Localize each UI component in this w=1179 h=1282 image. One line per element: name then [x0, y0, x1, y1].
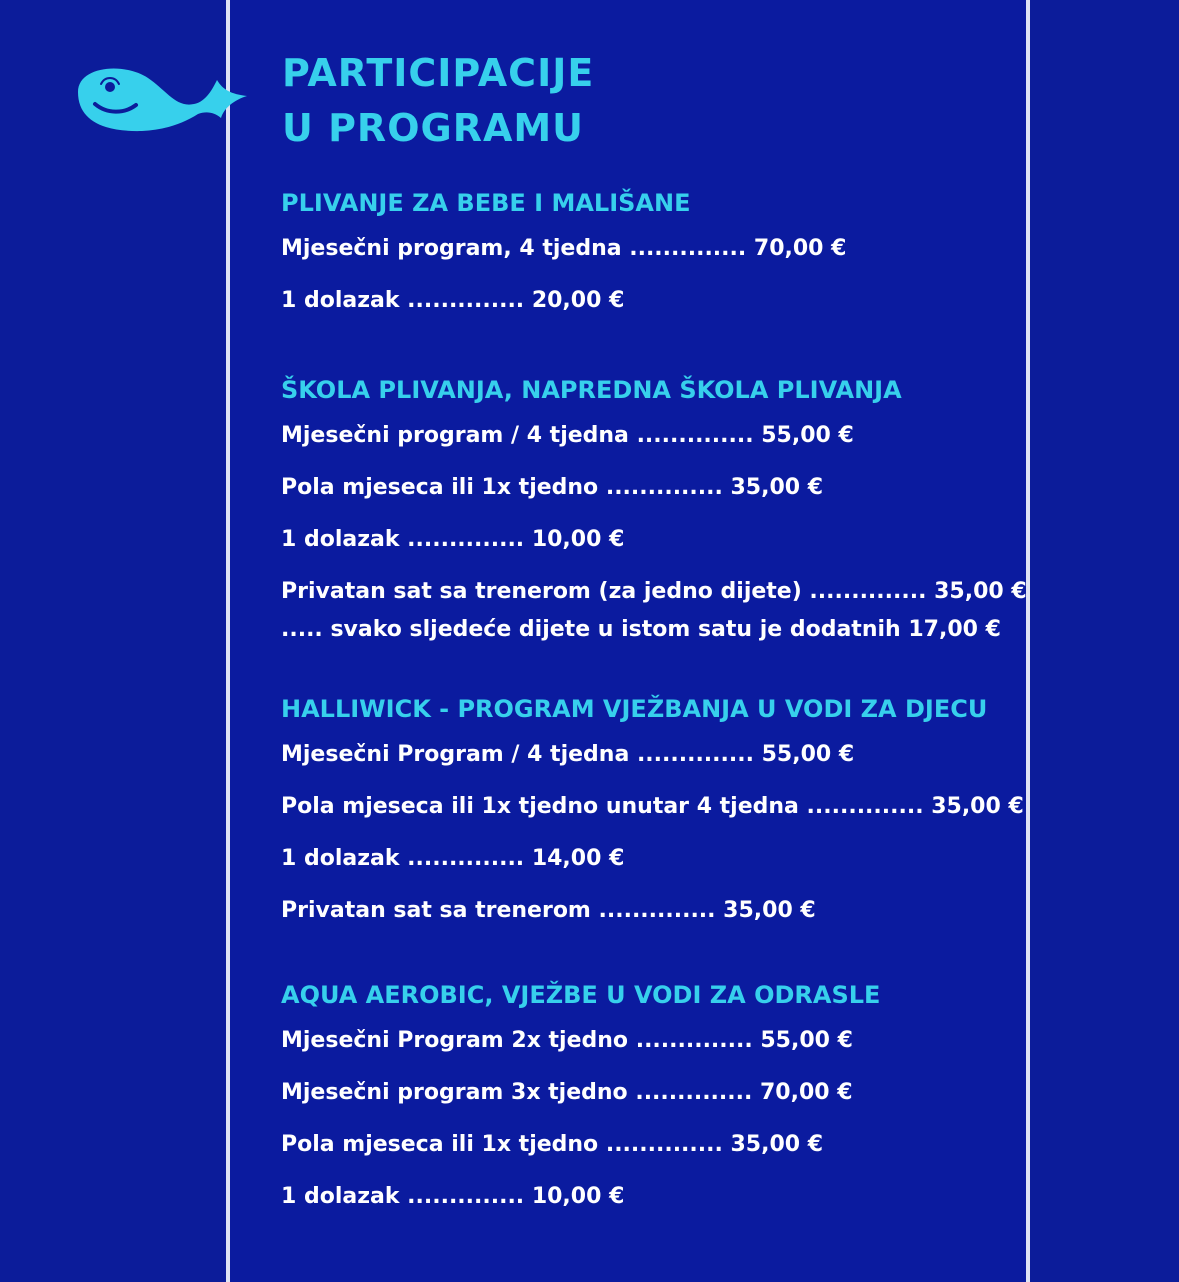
title-line-1: PARTICIPACIJE: [282, 51, 595, 95]
price-row: Mjesečni program, 4 tjedna .............. 70,00 €: [281, 236, 847, 261]
section-aqua-aerobic: [281, 980, 1021, 1235]
section-halliwick: [281, 694, 1024, 949]
whale-icon: [70, 56, 250, 138]
section-heading: AQUA AEROBIC, VJEŽBE U VODI ZA ODRASLE: [281, 981, 881, 1009]
title-line-2: U PROGRAMU: [282, 106, 585, 150]
price-row: Privatan sat sa trenerom (za jedno dijete) .............. 35,00 €: [281, 579, 1027, 604]
price-row: Mjesečni Program 2x tjedno .............. 55,00 €: [281, 1028, 853, 1053]
price-row: 1 dolazak .............. 10,00 €: [281, 1184, 625, 1209]
section-heading: PLIVANJE ZA BEBE I MALIŠANE: [281, 189, 691, 217]
section-baby-swimming: [281, 188, 1021, 339]
price-row: Mjesečni program / 4 tjedna .............. 55,00 €: [281, 423, 854, 448]
price-note: ..... svako sljedeće dijete u istom satu je dodatnih 17,00 €: [281, 617, 1001, 642]
price-row: Mjesečni program 3x tjedno .............. 70,00 €: [281, 1080, 853, 1105]
price-row: Mjesečni Program / 4 tjedna .............. 55,00 €: [281, 742, 855, 767]
section-heading: HALLIWICK - PROGRAM VJEŽBANJA U VODI ZA DJECU: [281, 695, 988, 723]
price-row: Pola mjeseca ili 1x tjedno unutar 4 tjedna .............. 35,00 €: [281, 794, 1024, 819]
page-title: [282, 46, 594, 156]
price-row: Pola mjeseca ili 1x tjedno .............. 35,00 €: [281, 475, 824, 500]
price-row: Pola mjeseca ili 1x tjedno .............. 35,00 €: [281, 1132, 824, 1157]
price-row: 1 dolazak .............. 20,00 €: [281, 288, 625, 313]
price-row: Privatan sat sa trenerom .............. 35,00 €: [281, 898, 816, 923]
price-row: 1 dolazak .............. 10,00 €: [281, 527, 625, 552]
price-row: 1 dolazak .............. 14,00 €: [281, 846, 625, 871]
section-heading: ŠKOLA PLIVANJA, NAPREDNA ŠKOLA PLIVANJA: [281, 376, 902, 404]
section-swimming-school: [281, 375, 1027, 668]
